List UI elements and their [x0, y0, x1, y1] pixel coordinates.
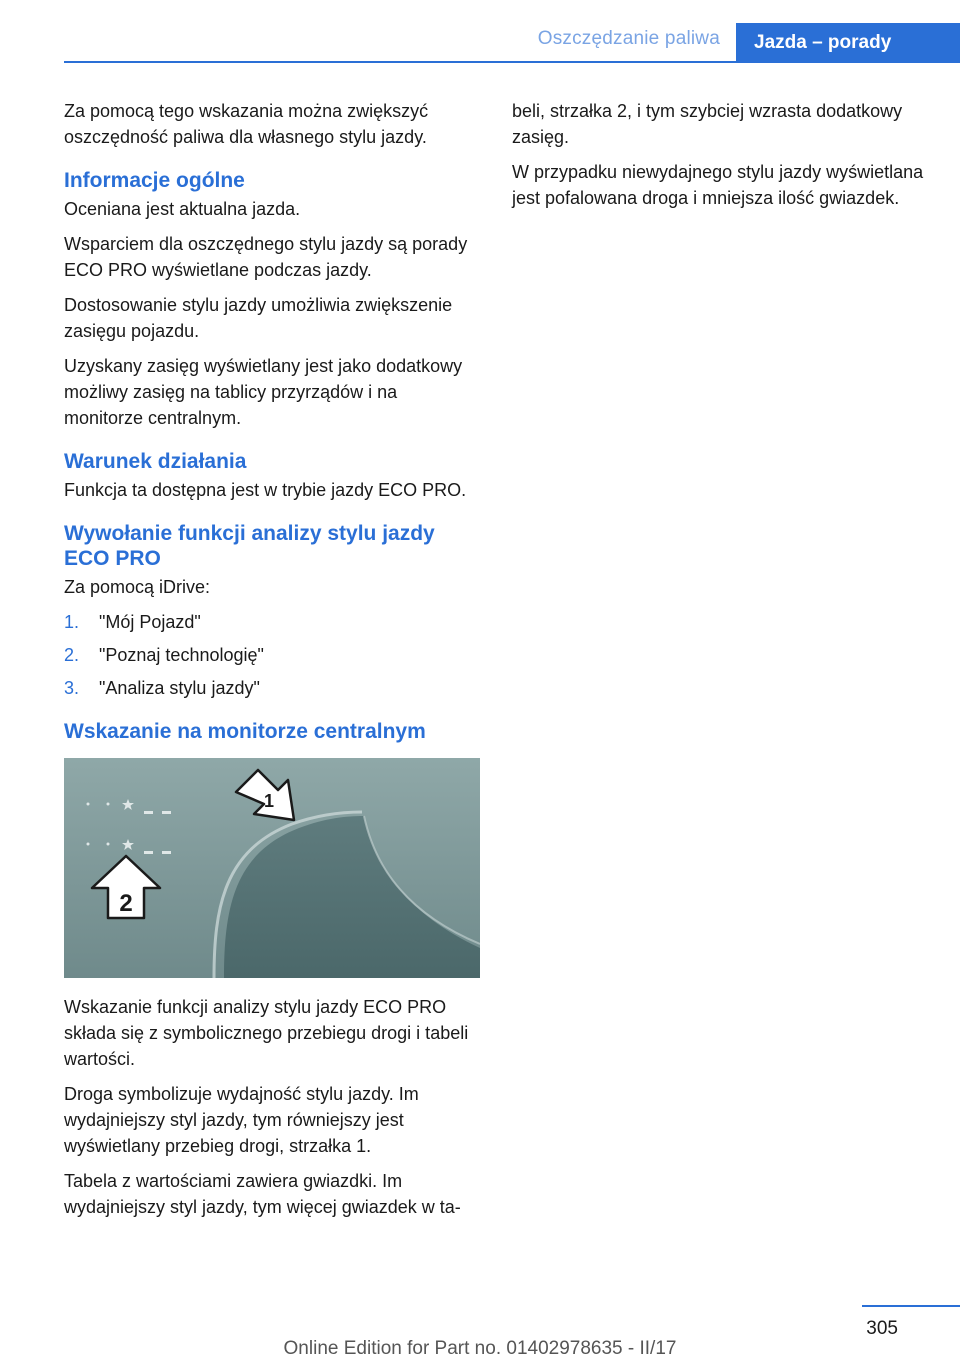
intro-paragraph: Za pomocą tego wskazania można zwiększyć oszczędność paliwa dla własnego stylu jazdy.	[64, 101, 429, 147]
continued-paragraph: beli, strzałka 2, i tym szybciej wzrasta dodatkowy zasięg.	[512, 101, 903, 147]
left-column	[64, 98, 480, 1229]
edition-footer: Online Edition for Part no. 01402978635 - II/17	[283, 1338, 677, 1359]
display-paragraph: Droga symbolizuje wydajność stylu jazdy. Im wydajniejszy styl jazdy, tym równiejszy jest wyświetlany przebieg drogi, strzałka 1.	[64, 1084, 419, 1156]
heading-call-function: Wywołanie funkcji analizy stylu jazdy ECO PRO	[64, 522, 435, 570]
condition-paragraph: Funkcja ta dostępna jest w trybie jazdy ECO PRO.	[64, 480, 467, 500]
footer-rule	[862, 1305, 960, 1307]
list-item	[64, 675, 480, 701]
right-column	[512, 98, 928, 220]
step-number: 1.	[64, 612, 80, 632]
steps-list	[64, 609, 480, 701]
heading-general-info: Informacje ogólne	[64, 169, 245, 192]
step-text: "Analiza stylu jazdy"	[99, 678, 260, 698]
call-intro: Za pomocą iDrive:	[64, 577, 211, 597]
step-text: "Poznaj technologię"	[99, 645, 264, 665]
eco-pro-display-figure	[64, 758, 480, 978]
header-section-title: Oszczędzanie paliwa	[537, 28, 720, 49]
heading-central-display: Wskazanie na monitorze centralnym	[64, 720, 426, 743]
page-number: 305	[866, 1318, 898, 1339]
display-paragraph: Wskazanie funkcji analizy stylu jazdy ECO PRO składa się z symbolicznego przebiegu drogi i tabeli wartości.	[64, 997, 469, 1069]
general-paragraph: Oceniana jest aktualna jazda.	[64, 199, 301, 219]
step-number: 2.	[64, 645, 80, 665]
general-paragraph: Wsparciem dla oszczędnego stylu jazdy są porady ECO PRO wyświetlane podczas jazdy.	[64, 234, 468, 280]
arrow-2-label: 2	[119, 890, 133, 917]
general-paragraph: Uzyskany zasięg wyświetlany jest jako dodatkowy możliwy zasięg na tablicy przyrządów i na monitorze centralnym.	[64, 356, 463, 428]
display-paragraph: Tabela z wartościami zawiera gwiazdki. Im wydajniejszy styl jazdy, tym więcej gwiazdek w ta-	[64, 1171, 461, 1217]
header-chapter-tab: Jazda – porady	[736, 23, 960, 63]
list-item	[64, 609, 480, 635]
heading-operating-condition: Warunek działania	[64, 450, 247, 473]
list-item	[64, 642, 480, 668]
step-text: "Mój Pojazd"	[99, 612, 201, 632]
continued-paragraph: W przypadku niewydajnego stylu jazdy wyświetlana jest pofalowana droga i mniejsza ilość gwiazdek.	[512, 162, 924, 208]
general-paragraph: Dostosowanie stylu jazdy umożliwia zwiększenie zasięgu pojazdu.	[64, 295, 453, 341]
step-number: 3.	[64, 678, 80, 698]
arrow-1-label: 1	[263, 791, 275, 811]
